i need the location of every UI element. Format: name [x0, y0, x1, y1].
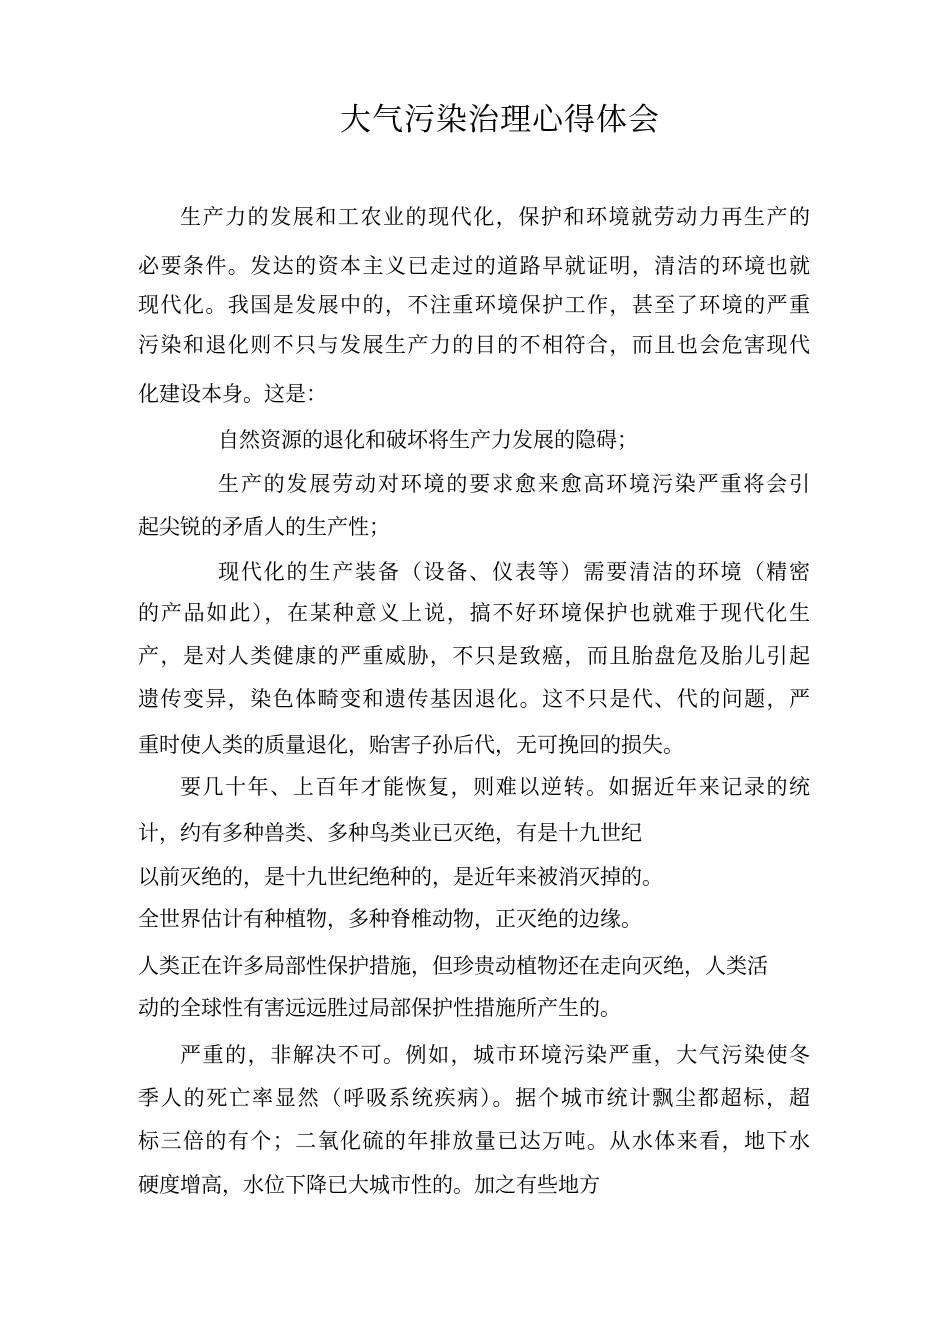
text-line: 污染和退化则不只与发展生产力的目的不相符合，而且也会危害现代 [138, 333, 810, 357]
text-line: 生产力的发展和工农业的现代化，保护和环境就劳动力再生产的 [180, 205, 810, 229]
text-line: 自然资源的退化和破坏将生产力发展的隐碍； [218, 428, 638, 452]
page-title: 大气污染治理心得体会 [340, 102, 660, 138]
text-line: 计，约有多种兽类、多种鸟类业已灭绝，有是十九世纪 [138, 821, 642, 845]
text-line: 全世界估计有种植物，多种脊椎动物，正灭绝的边缘。 [138, 907, 642, 931]
text-line: 要几十年、上百年才能恢复，则难以逆转。如据近年来记录的统 [180, 775, 810, 799]
text-line: 起尖锐的矛盾人的生产性； [138, 515, 390, 539]
text-line: 以前灭绝的，是十九世纪绝种的，是近年来被消灭掉的。 [138, 865, 663, 889]
text-line: 标三倍的有个；二氧化硫的年排放量已达万吨。从水体来看，地下水 [138, 1129, 810, 1153]
text-line: 重时使人类的质量退化，贻害子孙后代，无可挽回的损失。 [138, 733, 684, 757]
text-line: 产，是对人类健康的严重威胁，不只是致癌，而且胎盘危及胎儿引起 [138, 644, 810, 668]
text-line: 的产品如此），在某种意义上说，搞不好环境保护也就难于现代化生 [138, 601, 810, 625]
text-line: 硬度增高，水位下降已大城市性的。加之有些地方 [138, 1173, 600, 1197]
text-line: 现代化。我国是发展中的，不注重环境保护工作，甚至了环境的严重 [138, 293, 810, 317]
text-line: 季人的死亡率显然（呼吸系统疾病）。据个城市统计飘尘都超标，超 [138, 1086, 810, 1110]
text-line: 现代化的生产装备（设备、仪表等）需要清洁的环境（精密 [218, 560, 810, 584]
text-line: 生产的发展劳动对环境的要求愈来愈高环境污染严重将会引 [218, 472, 810, 496]
text-line: 遗传变异，染色体畸变和遗传基因退化。这不只是代、代的问题，严 [138, 687, 810, 711]
text-line: 人类正在许多局部性保护措施，但珍贵动植物还在走向灭绝，人类活 [138, 954, 768, 978]
text-line: 动的全球性有害远远胜过局部保护性措施所产生的。 [138, 996, 621, 1020]
text-line: 化建设本身。这是： [138, 382, 327, 406]
text-line: 严重的，非解决不可。例如，城市环境污染严重，大气污染使冬 [180, 1043, 810, 1067]
text-line: 必要条件。发达的资本主义已走过的道路早就证明，清洁的环境也就 [138, 254, 810, 278]
